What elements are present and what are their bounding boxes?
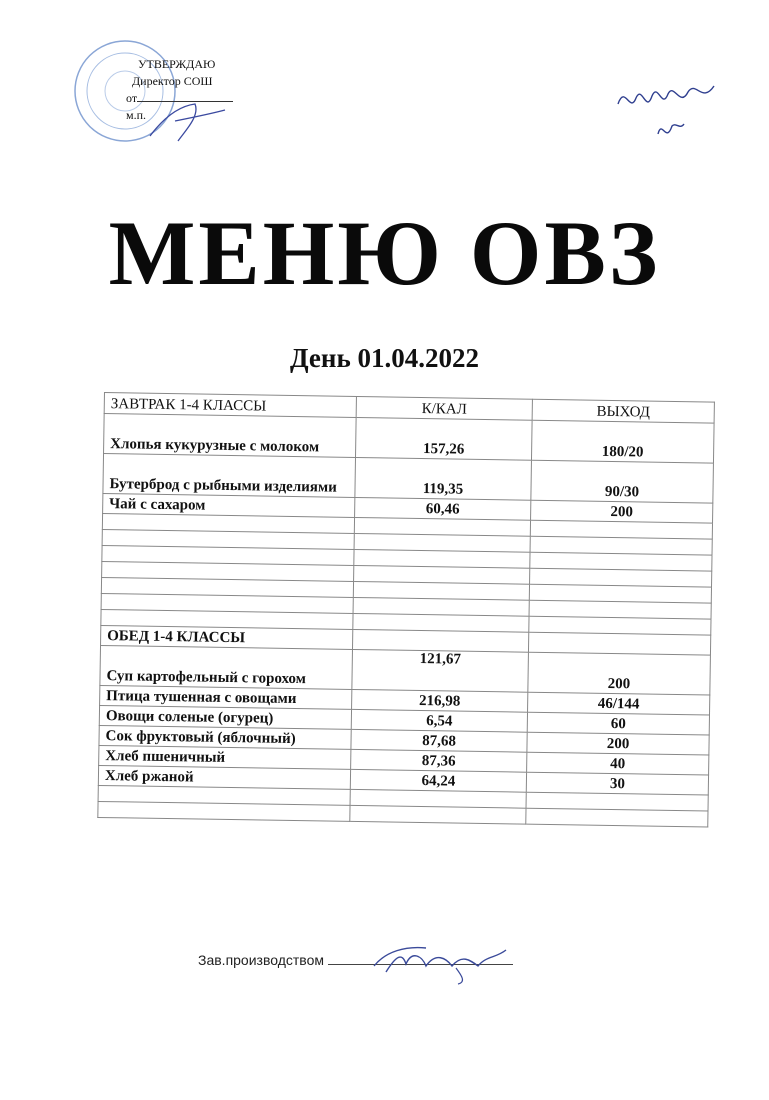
dish-name: Бутерброд с рыбными изделиями [103, 454, 356, 498]
dish-name: Птица тушенная с овощами [100, 685, 352, 709]
page-title: МЕНЮ ОВЗ [108, 202, 661, 304]
kcal-header: К/КАЛ [356, 396, 532, 420]
dish-output: 200 [531, 500, 713, 523]
dish-output: 40 [527, 752, 709, 775]
dish-name: Хлопья кукурузные с молоком [104, 414, 357, 458]
production-manager-label: Зав.производством [198, 952, 324, 968]
dish-name: Чай с сахаром [103, 493, 355, 517]
dish-kcal: 60,46 [355, 497, 531, 520]
from-label: от [126, 91, 138, 105]
lunch-header: ОБЕД 1-4 КЛАССЫ [101, 625, 353, 649]
dish-output: 180/20 [531, 420, 714, 463]
director-label: Директор СОШ [132, 74, 213, 88]
approve-label: УТВЕРЖДАЮ [138, 57, 216, 71]
output-header: ВЫХОД [532, 399, 714, 423]
production-manager-signature [366, 936, 516, 986]
dish-output: 46/144 [528, 692, 710, 715]
dish-kcal: 216,98 [352, 689, 528, 712]
dish-kcal: 64,24 [350, 769, 526, 792]
dish-kcal: 119,35 [355, 457, 532, 500]
dish-output: 30 [526, 772, 708, 795]
dish-output: 200 [527, 732, 709, 755]
dish-kcal: 87,36 [351, 749, 527, 772]
dish-name: Сок фруктовый (яблочный) [99, 725, 351, 749]
dish-name: Хлеб пшеничный [99, 745, 351, 769]
dish-output: 90/30 [531, 460, 714, 503]
dish-kcal: 121,67 [352, 649, 529, 692]
dish-kcal: 6,54 [351, 709, 527, 732]
dish-name: Суп картофельный с горохом [100, 645, 353, 689]
dish-output: 200 [528, 652, 711, 695]
dish-output: 60 [527, 712, 709, 735]
corner-signature [610, 74, 730, 154]
director-signature [140, 96, 230, 146]
menu-table [97, 392, 715, 828]
mp-label: м.п. [126, 108, 147, 122]
dish-kcal: 87,68 [351, 729, 527, 752]
dish-name: Хлеб ржаной [98, 765, 350, 789]
dish-kcal: 157,26 [356, 417, 533, 460]
dish-name: Овощи соленые (огурец) [99, 705, 351, 729]
menu-date: День 01.04.2022 [290, 343, 479, 373]
breakfast-header: ЗАВТРАК 1-4 КЛАССЫ [104, 393, 356, 418]
